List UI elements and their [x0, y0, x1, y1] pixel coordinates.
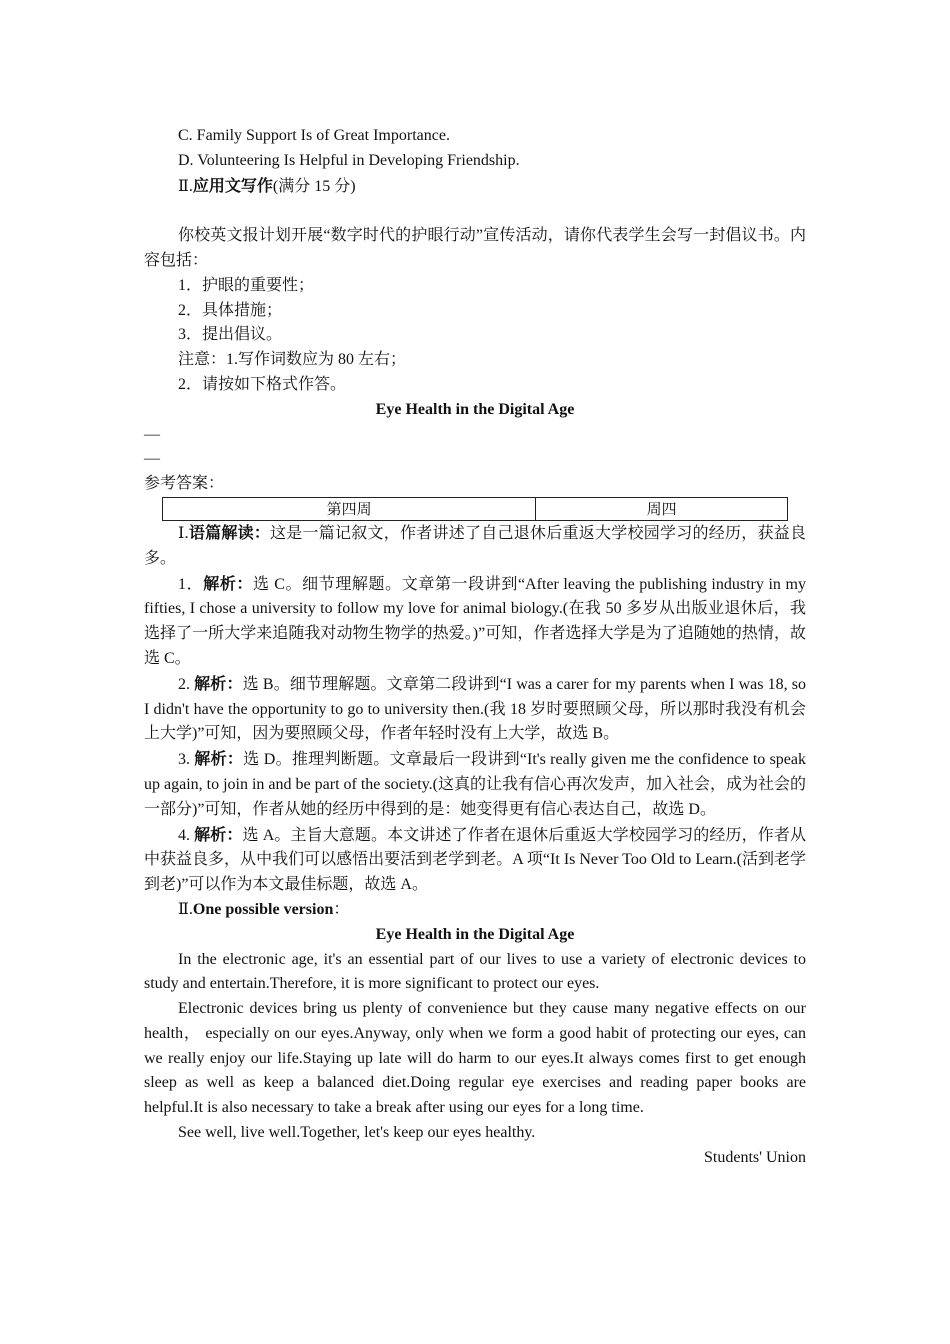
essay-heading [144, 898, 806, 923]
writing-dash-1: — [144, 425, 160, 443]
essay-heading-num: Ⅱ. [178, 900, 193, 918]
analysis-num: 2. [178, 675, 195, 693]
reading-intro-text: 这是一篇记叙文，作者讲述了自己退休后重返大学校园学习的经历，获益良多。 [144, 524, 806, 567]
essay-signature: Students' Union [704, 1148, 806, 1166]
writing-dash-2: — [144, 450, 160, 468]
writing-heading-num: Ⅱ. [178, 177, 193, 195]
week-cell: 第四周 [163, 497, 536, 520]
essay-paragraph-1: In the electronic age, it's an essential part of our lives to use a variety of electronic devices to study and entertain.Therefore, it is more significant to protect our eyes. [144, 950, 806, 993]
writing-note-2: 2．请按如下格式作答。 [178, 375, 347, 393]
analysis-item-3 [144, 747, 806, 822]
analysis-label: 解析： [194, 673, 243, 693]
option-c: C. Family Support Is of Great Importance. [178, 127, 450, 144]
analysis-text: 选 C。细节理解题。文章第一段讲到“After leaving the publishing industry in my fifties, I chose a university to follow my love for animal biology.(在我 50 多岁从出版业退休后，我选择了一所大学来追随我对动物生物学的热爱。)”可知，作者选择大学是为了追随她的热情，故选 C。 [144, 575, 806, 667]
writing-note-1: 注意：1.写作词数应为 80 左右； [178, 351, 407, 369]
analysis-item-2 [144, 672, 806, 747]
analysis-text: 选 A。主旨大意题。本文讲述了作者在退休后重返大学校园学习的经历，作者从中获益良多，从中我们可以感悟出要活到老学到老。A 项“It Is Never Too Old to Learn.(活到老学到老)”可以作为本文最佳标题，故选 A。 [144, 826, 806, 894]
answer-label: 参考答案： [144, 475, 225, 493]
analysis-label: 解析： [203, 573, 254, 593]
writing-point-1: 1．护眼的重要性； [178, 276, 315, 294]
analysis-num: 4. [178, 826, 195, 844]
writing-prompt: 你校英文报计划开展“数字时代的护眼行动”宣传活动，请你代表学生会写一封倡议书。内容包括： [144, 227, 806, 269]
writing-score: (满分 15 分) [272, 177, 356, 195]
writing-point-3: 3．提出倡议。 [178, 326, 283, 344]
week-table [162, 497, 788, 521]
document-page [144, 124, 806, 1171]
essay-heading-colon: ： [333, 900, 350, 918]
analysis-label: 解析： [194, 749, 244, 769]
reading-intro [144, 521, 806, 572]
analysis-num: 1． [178, 575, 204, 593]
analysis-num: 3. [178, 751, 195, 769]
day-cell: 周四 [536, 497, 788, 520]
writing-heading [144, 174, 806, 200]
writing-point-2: 2．具体措施； [178, 301, 283, 319]
essay-title: Eye Health in the Digital Age [375, 925, 575, 943]
analysis-text: 选 B。细节理解题。文章第二段讲到“I was a carer for my parents when I was 18, so I didn't have the opportunity to go to university then.(我 18 岁时要照顾父母，所以那时我没有机会上大学)”可知，因为要照顾父母，作者年轻时没有上大学，故选 B。 [144, 675, 807, 743]
reading-heading: 语篇解读： [188, 522, 271, 542]
reading-heading-num: Ⅰ. [178, 524, 189, 542]
analysis-item-1 [144, 572, 806, 672]
option-d: D. Volunteering Is Helpful in Developing Friendship. [178, 151, 520, 169]
writing-title: Eye Health in the Digital Age [375, 400, 575, 418]
essay-heading-text: One possible version [192, 900, 334, 918]
essay-paragraph-3: See well, live well.Together, let's keep our eyes healthy. [178, 1124, 536, 1142]
writing-heading-text: 应用文写作 [192, 175, 273, 195]
blank-line [144, 199, 806, 224]
analysis-label: 解析： [194, 824, 243, 844]
analysis-item-4 [144, 823, 806, 898]
essay-paragraph-2: Electronic devices bring us plenty of convenience but they cause many negative effects on our health， especially on our eyes.Anyway, only when we form a good habit of protecting our eyes, can we really enjoy our life.Staying up late will do harm to our eyes.It always comes first to get enough sleep as well as keep a balanced diet.Doing regular eye exercises and reading paper books are helpful.It is also necessary to take a break after using our eyes for a long time. [144, 1000, 806, 1117]
analysis-text: 选 D。推理判断题。文章最后一段讲到“It's really given me the confidence to speak up again, to join in and be part of the society.(这真的让我有信心再次发声，加入社会，成为社会的一部分)”可知，作者从她的经历中得到的是：她变得更有信心表达自己，故选 D。 [144, 751, 806, 818]
